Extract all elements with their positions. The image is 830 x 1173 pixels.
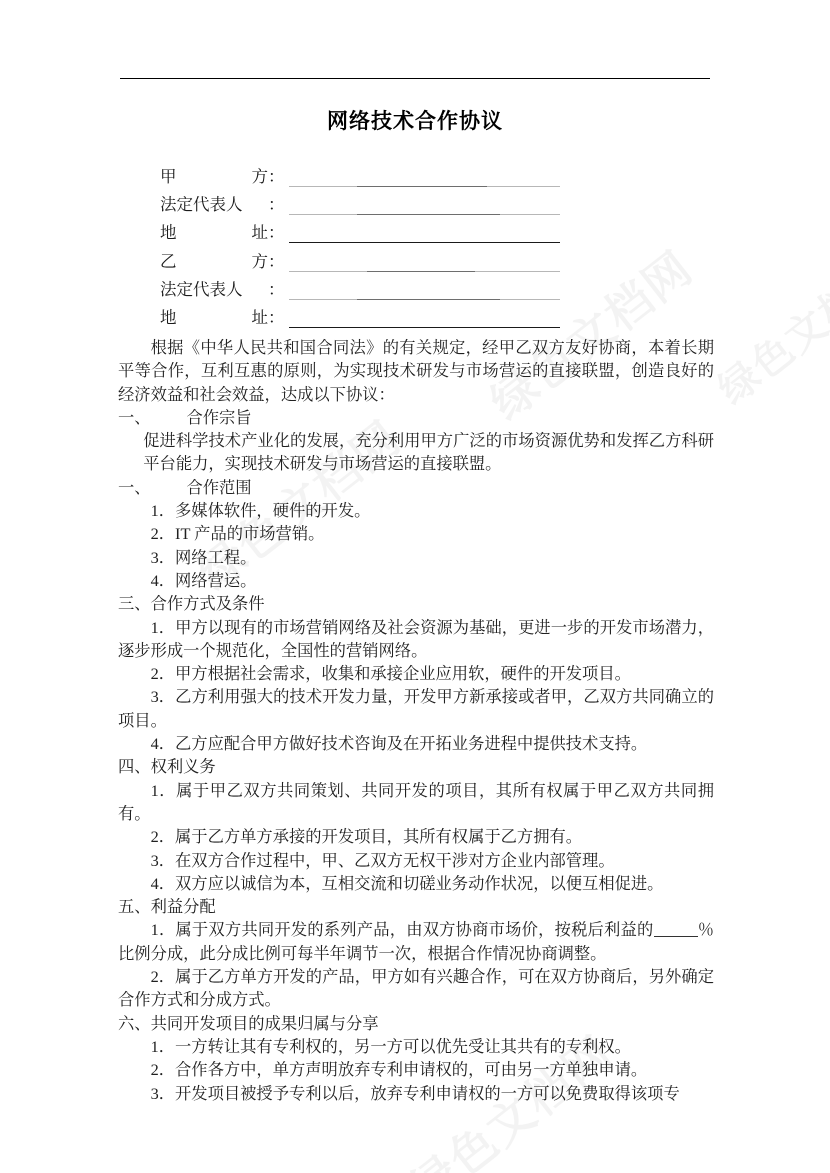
contract-body xyxy=(118,336,714,1105)
section-title: 合作方式及条件 xyxy=(150,594,265,614)
party-b-legal-rep-input[interactable] xyxy=(289,282,561,304)
section-title: 利益分配 xyxy=(150,897,216,917)
party-a-address-input[interactable] xyxy=(289,225,561,247)
party-a-address-label xyxy=(160,219,268,247)
label-left: 乙 xyxy=(160,252,177,271)
item-text-after: ％比例分成，此分成比例可每半年调节一次，根据合作情况协商调整。 xyxy=(118,920,714,963)
label-right: 址 xyxy=(251,308,268,327)
party-a-name-label xyxy=(160,163,268,191)
party-b-block xyxy=(160,248,560,332)
underline-dark-segment xyxy=(357,299,501,300)
colon: ： xyxy=(268,308,285,327)
list-item: 2．属于乙方单方开发的产品，甲方如有兴趣合作，可在双方协商后，另外确定合作方式和分成方式。 xyxy=(118,967,714,1010)
list-item: 2．IT 产品的市场营销。 xyxy=(150,524,325,544)
list-item: 4．网络营运。 xyxy=(150,570,257,590)
section-heading-5 xyxy=(118,895,714,918)
preamble-paragraph: 根据《中华人民共和国合同法》的有关规定，经甲乙双方友好协商，本着长期平等合作，互利互惠的原则，为实现技术研发与市场营运的直接联盟，创造良好的经济效益和社会效益，达成以下协议： xyxy=(118,338,714,404)
percentage-fill-blank[interactable] xyxy=(654,936,698,937)
item-text-before: 1．属于双方共同开发的系列产品，由双方协商市场价，按税后利益的 xyxy=(150,920,654,940)
party-b-name-label xyxy=(160,248,268,276)
section-number: 三、 xyxy=(118,594,151,614)
section-heading-1 xyxy=(118,406,714,429)
party-a-legal-rep-row xyxy=(160,191,560,219)
list-item: 3．网络工程。 xyxy=(150,547,257,567)
label-left: 地 xyxy=(160,308,177,327)
section-number: 一、 xyxy=(118,407,151,427)
underline-dark-segment xyxy=(367,271,476,272)
party-a-legal-rep-input[interactable] xyxy=(289,197,561,219)
underline-dark-segment-2 xyxy=(402,186,488,187)
party-b-name-input[interactable] xyxy=(289,254,561,276)
label-left: 法定代表人 xyxy=(160,280,243,299)
list-item: 4．乙方应配合甲方做好技术咨询及在开拓业务进程中提供技术支持。 xyxy=(150,734,648,754)
label-right: 方 xyxy=(251,252,268,271)
party-a-name-row xyxy=(160,163,560,191)
list-item: 1．多媒体软件，硬件的开发。 xyxy=(150,501,371,521)
section-1-paragraph: 促进科学技术产业化的发展，充分利用甲方广泛的市场资源优势和发挥乙方科研平台能力，实现技术研发与市场营运的直接联盟。 xyxy=(143,431,714,474)
section-number: 一、 xyxy=(118,477,151,497)
document-title: 网络技术合作协议 xyxy=(327,110,503,133)
colon: ： xyxy=(268,223,285,242)
section-title: 合作范围 xyxy=(186,477,252,497)
section-number: 六、 xyxy=(118,1013,151,1033)
list-item: 2．甲方根据社会需求，收集和承接企业应用软，硬件的开发项目。 xyxy=(150,664,631,684)
colon: ： xyxy=(268,252,285,271)
section-title: 共同开发项目的成果归属与分享 xyxy=(150,1013,379,1033)
party-b-name-row xyxy=(160,248,560,276)
underline-dark xyxy=(289,242,561,243)
label-right: 址 xyxy=(251,223,268,242)
list-item-with-blank xyxy=(118,918,714,965)
party-a-address-row xyxy=(160,219,560,247)
section-number: 五、 xyxy=(118,897,151,917)
party-b-legal-rep-row xyxy=(160,276,560,304)
section-heading-4 xyxy=(118,755,714,778)
list-item: 3．乙方利用强大的技术开发力量，开发甲方新承接或者甲，乙双方共同确立的项目。 xyxy=(118,687,714,730)
list-item: 2．属于乙方单方承接的开发项目，其所有权属于乙方拥有。 xyxy=(150,827,583,847)
party-b-address-row xyxy=(160,304,560,332)
label-left: 法定代表人 xyxy=(160,195,243,214)
party-b-legal-rep-label xyxy=(160,276,268,304)
list-item: 1．甲方以现有的市场营销网络及社会资源为基础，更进一步的开发市场潜力，逐步形成一个规范化，全国性的营销网络。 xyxy=(118,617,714,660)
list-item: 3．在双方合作过程中，甲、乙双方无权干涉对方企业内部管理。 xyxy=(150,850,615,870)
section-title: 权利义务 xyxy=(150,757,216,777)
party-b-address-input[interactable] xyxy=(289,310,561,332)
underline-dark-segment xyxy=(357,214,501,215)
list-item: 3．开发项目被授予专利以后，放弃专利申请权的一方可以免费取得该项专 xyxy=(150,1083,680,1103)
colon: ： xyxy=(268,280,285,299)
label-right: 方 xyxy=(251,167,268,186)
section-number: 四、 xyxy=(118,757,151,777)
underline-dark xyxy=(289,327,561,328)
section-heading-2 xyxy=(118,476,714,499)
party-a-legal-rep-label xyxy=(160,191,268,219)
section-heading-3 xyxy=(118,592,714,615)
list-item: 4．双方应以诚信为本，互相交流和切磋业务动作状况，以便互相促进。 xyxy=(150,873,664,893)
list-item: 1．属于甲乙双方共同策划、共同开发的项目，其所有权属于甲乙双方共同拥有。 xyxy=(118,780,714,823)
label-left: 地 xyxy=(160,223,177,242)
colon: ： xyxy=(268,167,285,186)
section-title: 合作宗旨 xyxy=(186,407,252,427)
party-a-name-input[interactable] xyxy=(289,169,561,191)
watermark xyxy=(705,241,830,415)
colon: ： xyxy=(268,195,285,214)
header-divider xyxy=(120,78,710,79)
list-item: 2．合作各方中，单方声明放弃专利申请权的，可由另一方单独申请。 xyxy=(150,1060,648,1080)
list-item: 1．一方转让其有专利权的，另一方可以优先受让其共有的专利权。 xyxy=(150,1036,631,1056)
section-heading-6 xyxy=(118,1012,714,1035)
party-b-address-label xyxy=(160,304,268,332)
label-left: 甲 xyxy=(160,167,177,186)
party-a-block xyxy=(160,163,560,247)
